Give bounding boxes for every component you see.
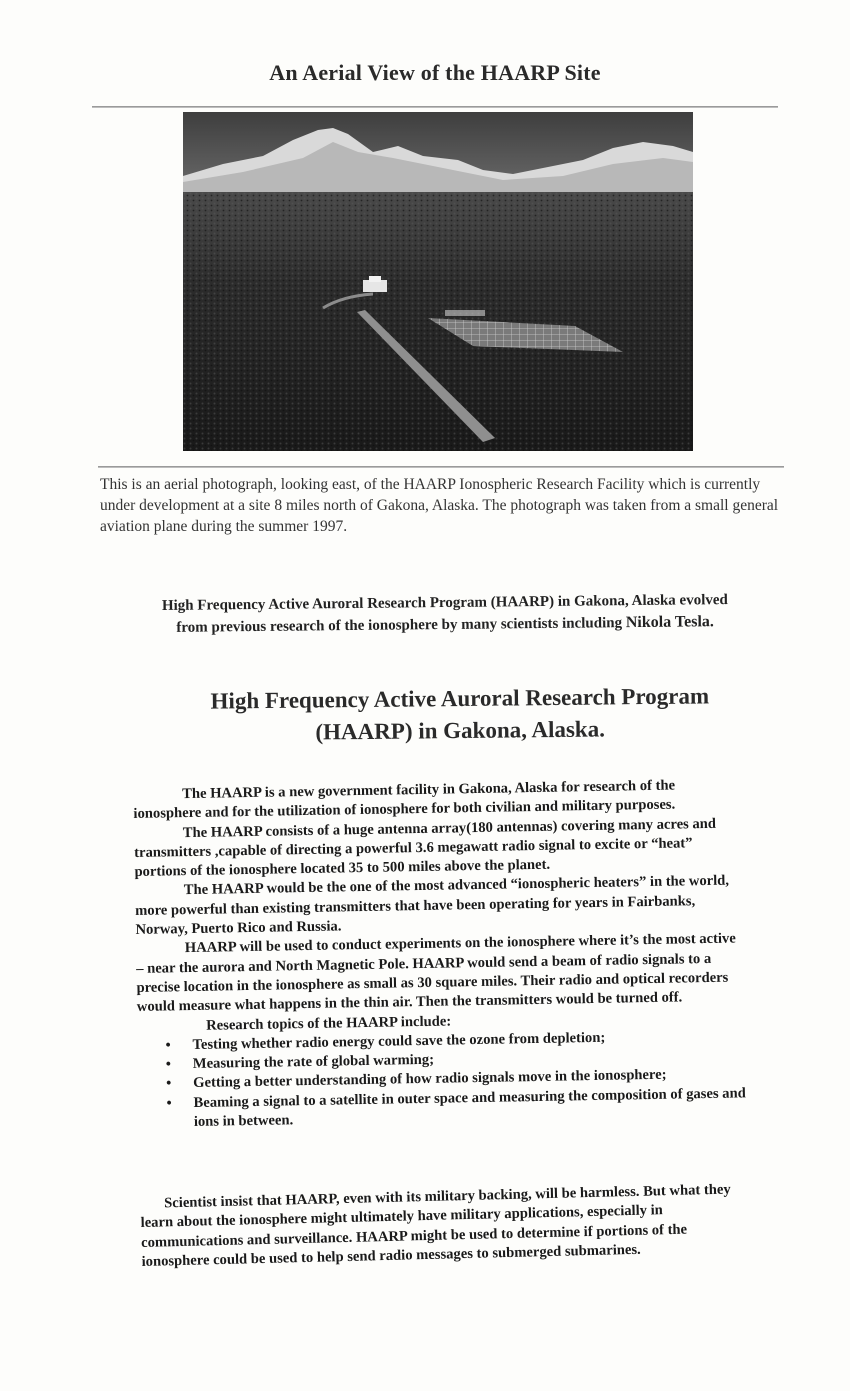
intro-tesla: Nikola Tesla. xyxy=(625,613,714,632)
caption-divider xyxy=(98,466,784,468)
paragraph-research-topics: Research topics of the HAARP include: xyxy=(206,1013,452,1034)
intro-statement xyxy=(150,590,740,639)
list-item: • Beaming a signal to a satellite in outer space and measuring the composition of gases and ions in between. xyxy=(166,1085,746,1131)
paragraph-intro: The HAARP is a new government facility in Gakona, Alaska for research of the ionosphere and for the utilization of ionosphere for both civilian and military purposes. xyxy=(133,777,676,823)
bullet-icon: • xyxy=(165,1056,172,1073)
bullet-icon: • xyxy=(165,1037,171,1054)
bullet-icon: • xyxy=(166,1075,172,1092)
page-title: An Aerial View of the HAARP Site xyxy=(269,60,601,85)
article-body xyxy=(133,775,749,1133)
paragraph-antenna: The HAARP consists of a huge antenna array(180 antennas) covering many acres and transmitters ,capable of directing a powerful 3.6 megawatt radio signal to excite or “heat” portions of the ionosphere located 35 to 500 miles above the planet. xyxy=(134,815,717,881)
section-heading xyxy=(160,680,761,750)
research-topics-list xyxy=(137,1026,749,1133)
closing-paragraph: Scientist insist that HAARP, even with its military backing, will be harmless. But what they learn about the ionosphere might ultimately have military applications, especially in communications and surveillance. HAARP might be used to determine if portions of the ionosphere could be used to help send radio messages to submerged submarines. xyxy=(140,1181,731,1270)
heading-line-2: (HAARP) in Gakona, Alaska. xyxy=(315,716,606,745)
list-item: • Getting a better understanding of how radio signals move in the ionosphere; xyxy=(193,1065,748,1094)
bullet-icon: • xyxy=(166,1095,172,1112)
top-divider xyxy=(92,106,778,108)
aerial-photo xyxy=(183,112,693,451)
heading-line-1: High Frequency Active Auroral Research Program xyxy=(210,683,710,714)
list-item: • Measuring the rate of global warming; xyxy=(193,1045,748,1074)
list-item: • Testing whether radio energy could save the ozone from depletion; xyxy=(192,1026,747,1055)
photo-caption: This is an aerial photograph, looking east, of the HAARP Ionospheric Research Facility which is currently under development at a site 8 miles north of Gakona, Alaska. The photograph was taken from a small general aviation plane during the summer 1997. xyxy=(100,476,779,535)
paragraph-experiments: HAARP will be used to conduct experiments on the ionosphere where it’s the most active – near the aurora and North Magnetic Pole. HAARP would send a beam of radio signals to a precise location in the ionosphere as small as 30 square miles. Their radio and optical recorders would measure what happens in the thin air. Then the transmitters would be turned off. xyxy=(136,930,736,1016)
intro-main: High Frequency Active Auroral Research Program (HAARP) in Gakona, Alaska evolved from previous research of the ionosphere by many scientists including xyxy=(161,592,728,636)
paragraph-heaters: The HAARP would be the one of the most advanced “ionospheric heaters” in the world, more powerful than existing transmitters that have been operating for years in Fairbanks, Norway, Puerto Rico and Russia. xyxy=(135,873,730,939)
